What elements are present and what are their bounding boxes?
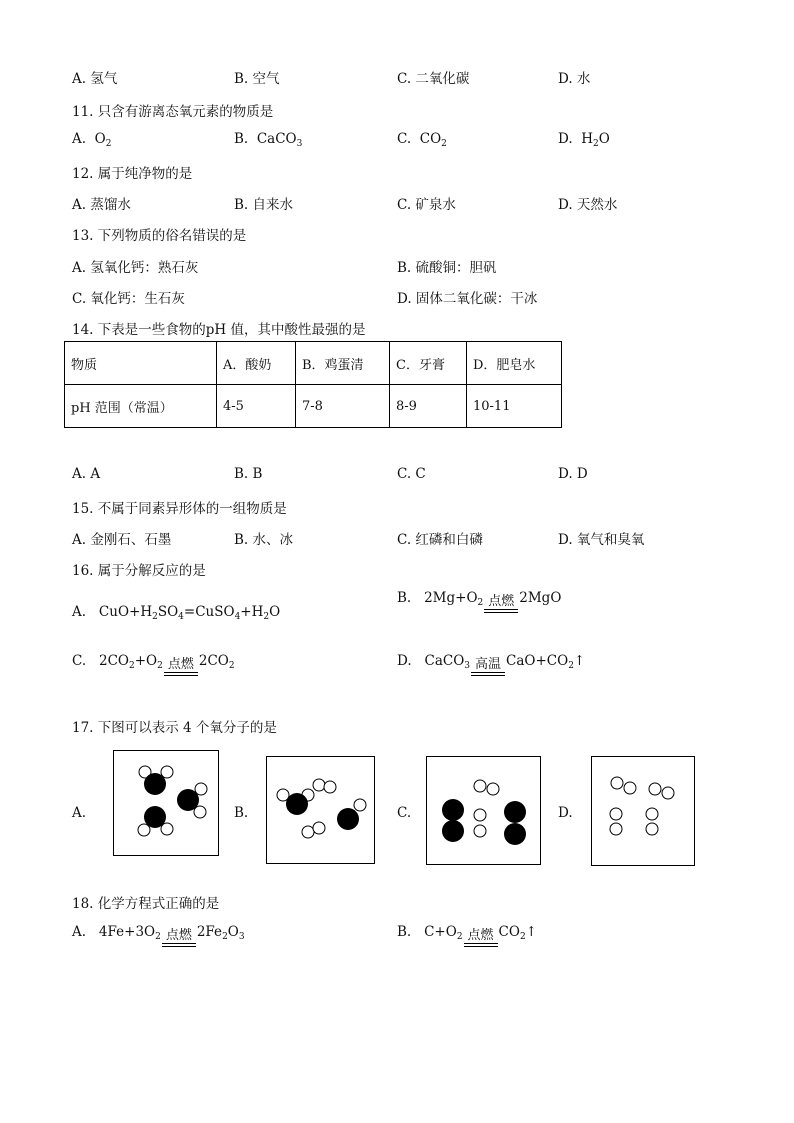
q16-option-c: C. $2CO_2+O_2$ 点燃 $2CO_2$	[72, 653, 235, 676]
reaction-condition: 点燃	[162, 929, 196, 947]
q14-stem: 14. 下表是一些食物的pH 值，其中酸性最强的是	[72, 322, 366, 338]
q11-option-a: A. $O_2$	[72, 131, 112, 149]
q12-option-a: A. 蒸馏水	[72, 197, 131, 213]
table-cell: A．酸奶	[217, 342, 296, 385]
reaction-condition: 点燃	[484, 595, 518, 613]
q14-option-c: C. C	[397, 466, 426, 482]
q12-option-d: D. 天然水	[558, 197, 618, 213]
q10-option-b: B. 空气	[234, 71, 280, 87]
q10-option-a: A. 氢气	[72, 71, 118, 87]
q17-option-d-label: D.	[558, 805, 573, 821]
q12-option-c: C. 矿泉水	[397, 197, 456, 213]
q17-stem: 17. 下图可以表示 4 个氧分子的是	[72, 720, 277, 736]
q18-option-a: A. $4Fe+3O_2$ 点燃 $2Fe_2O_3$	[72, 924, 245, 947]
molecule-diagram-a	[113, 750, 219, 856]
q16-stem: 16. 属于分解反应的是	[72, 563, 206, 579]
table-cell: 4-5	[217, 385, 296, 428]
q14-option-b: B. B	[234, 466, 263, 482]
q11-option-c: C. $CO_2$	[397, 131, 447, 149]
ph-table	[64, 341, 562, 428]
table-row	[65, 385, 562, 428]
q15-option-b: B. 水、冰	[234, 532, 294, 548]
molecule-diagram-c	[426, 756, 541, 865]
q13-option-a: A. 氢氧化钙：熟石灰	[72, 260, 199, 276]
table-cell: 7-8	[296, 385, 390, 428]
q13-option-c: C. 氧化钙：生石灰	[72, 291, 185, 307]
table-cell: 8-9	[390, 385, 467, 428]
table-cell: pH 范围（常温）	[65, 385, 217, 428]
q15-stem: 15. 不属于同素异形体的一组物质是	[72, 501, 287, 517]
q15-option-d: D. 氧气和臭氧	[558, 532, 645, 548]
q18-option-b: B. $C+O_2$ 点燃 $CO_2↑$	[397, 924, 537, 947]
q12-stem: 12. 属于纯净物的是	[72, 166, 193, 182]
molecule-diagram-b	[266, 756, 375, 864]
q17-option-b-label: B.	[234, 805, 249, 821]
q10-option-c: C. 二氧化碳	[397, 71, 470, 87]
molecule-diagram-d	[591, 756, 695, 866]
table-cell: B．鸡蛋清	[296, 342, 390, 385]
q11-stem: 11. 只含有游离态氧元素的物质是	[72, 104, 274, 120]
reaction-condition: 高温	[471, 658, 505, 676]
table-cell: 10-11	[467, 385, 562, 428]
q18-stem: 18. 化学方程式正确的是	[72, 896, 220, 912]
q14-option-d: D. D	[558, 466, 588, 482]
q16-option-d: D. CaCO$_3$ 高温 $CaO+CO_2↑$	[397, 653, 585, 676]
reaction-condition: 点燃	[164, 658, 198, 676]
q16-option-a: A. $CuO+H_2SO_4=CuSO_4+H_2O$	[72, 604, 281, 622]
q13-option-d: D. 固体二氧化碳：干冰	[397, 291, 538, 307]
q11-option-b: B. CaCO$_3$	[234, 131, 303, 149]
q14-option-a: A. A	[72, 466, 101, 482]
reaction-condition: 点燃	[464, 929, 498, 947]
q16-option-b: B. $2Mg+O_2$ 点燃 2MgO	[397, 590, 561, 613]
q15-option-c: C. 红磷和白磷	[397, 532, 483, 548]
q13-stem: 13. 下列物质的俗名错误的是	[72, 228, 247, 244]
q17-option-c-label: C.	[397, 805, 412, 821]
q11-option-d: D. $H_2O$	[558, 131, 610, 149]
table-cell: D．肥皂水	[467, 342, 562, 385]
q15-option-a: A. 金刚石、石墨	[72, 532, 172, 548]
table-cell: 物质	[65, 342, 217, 385]
q10-option-d: D. 水	[558, 71, 591, 87]
q13-option-b: B. 硫酸铜：胆矾	[397, 260, 497, 276]
q17-option-a-label: A.	[72, 805, 87, 821]
table-cell: C．牙膏	[390, 342, 467, 385]
table-header-row	[65, 342, 562, 385]
q12-option-b: B. 自来水	[234, 197, 294, 213]
